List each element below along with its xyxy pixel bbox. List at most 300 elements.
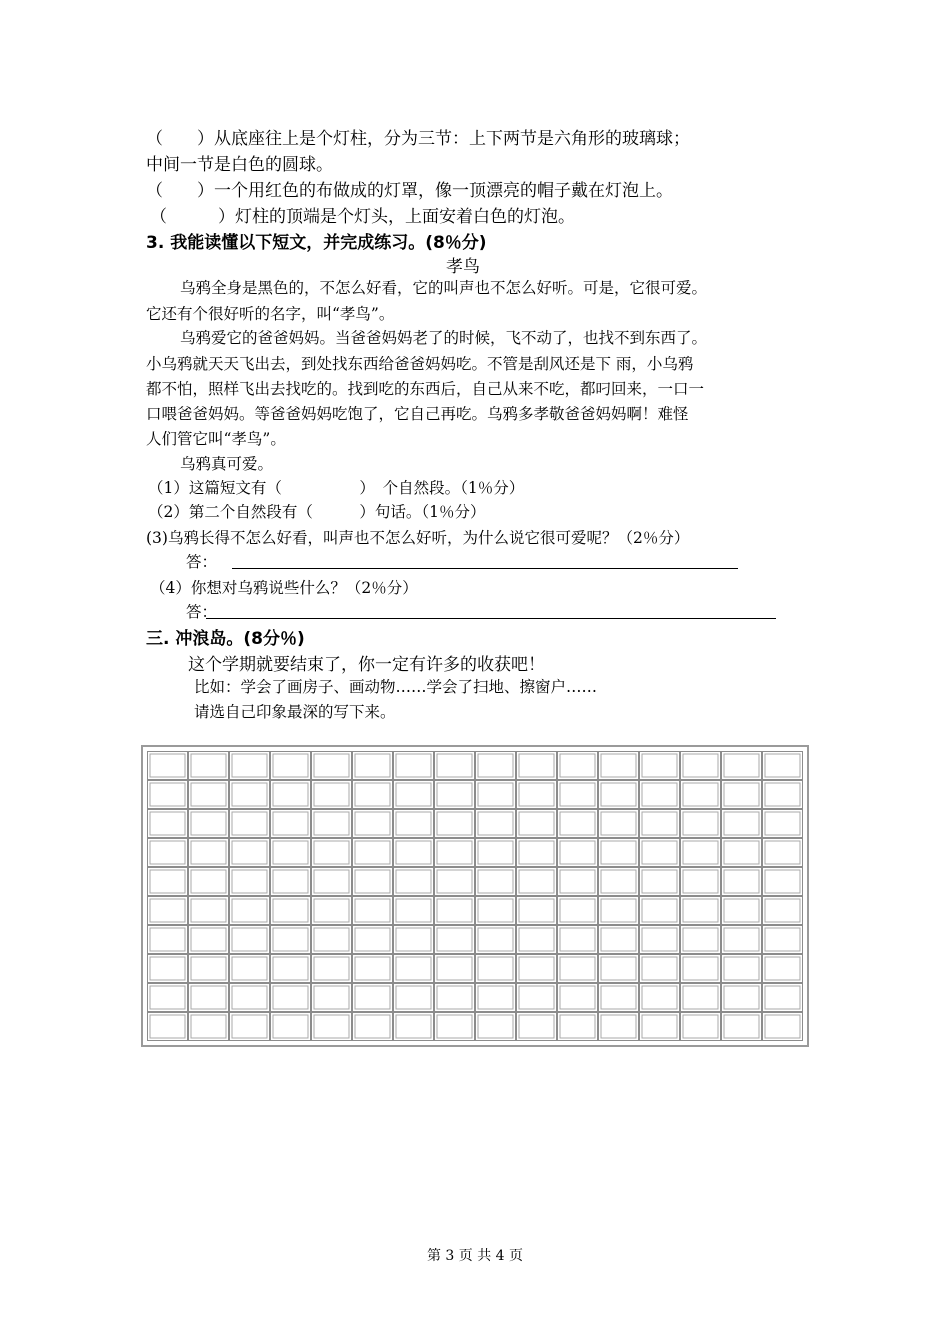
- grid-cell[interactable]: [394, 984, 434, 1012]
- grid-cell[interactable]: [189, 1013, 229, 1041]
- grid-cell-inner-border: [396, 928, 431, 951]
- grid-cell[interactable]: [148, 752, 188, 780]
- grid-cell[interactable]: [558, 984, 598, 1012]
- grid-cell-inner-border: [437, 841, 472, 864]
- grid-cell-inner-border: [642, 986, 677, 1009]
- grid-cell-inner-border: [683, 928, 718, 951]
- grid-cell[interactable]: [640, 839, 680, 867]
- grid-cell[interactable]: [763, 810, 803, 838]
- grid-cell-inner-border: [355, 1015, 390, 1038]
- grid-cell[interactable]: [599, 752, 639, 780]
- grid-cell-inner-border: [314, 1015, 349, 1038]
- grid-cell-inner-border: [724, 928, 759, 951]
- grid-cell-inner-border: [437, 957, 472, 980]
- grid-cell[interactable]: [599, 810, 639, 838]
- grid-cell[interactable]: [722, 1013, 762, 1041]
- grid-cell[interactable]: [558, 839, 598, 867]
- question-3: (3)乌鸦长得不怎么好看，叫声也不怎么好听，为什么说它很可爱呢？（2％分）: [146, 529, 690, 547]
- grid-cell-inner-border: [355, 812, 390, 835]
- grid-cell[interactable]: [640, 955, 680, 983]
- grid-cell[interactable]: [353, 897, 393, 925]
- grid-cell-inner-border: [150, 1015, 185, 1038]
- grid-cell[interactable]: [189, 926, 229, 954]
- story-paragraph-2-line-4: 口喂爸爸妈妈。等爸爸妈妈吃饱了，它自己再吃。乌鸦多孝敬爸爸妈妈啊！难怪: [146, 405, 689, 423]
- grid-cell[interactable]: [640, 810, 680, 838]
- grid-cell[interactable]: [394, 955, 434, 983]
- grid-cell-inner-border: [519, 1015, 554, 1038]
- grid-cell[interactable]: [640, 781, 680, 809]
- grid-cell-inner-border: [273, 812, 308, 835]
- grid-cell[interactable]: [435, 781, 475, 809]
- grid-cell[interactable]: [312, 752, 352, 780]
- grid-cell-inner-border: [683, 986, 718, 1009]
- grid-cell-inner-border: [232, 783, 267, 806]
- grid-cell[interactable]: [230, 781, 270, 809]
- grid-cell[interactable]: [353, 984, 393, 1012]
- grid-cell-inner-border: [191, 928, 226, 951]
- story-paragraph-1-line-1: 乌鸦全身是黑色的，不怎么好看，它的叫声也不怎么好听。可是，它很可爱。: [180, 279, 708, 297]
- grid-cell-inner-border: [396, 841, 431, 864]
- grid-cell[interactable]: [353, 926, 393, 954]
- grid-cell[interactable]: [312, 839, 352, 867]
- grid-cell[interactable]: [476, 955, 516, 983]
- grid-cell-inner-border: [519, 870, 554, 893]
- grid-cell-inner-border: [314, 899, 349, 922]
- story-paragraph-1-line-2: 它还有个很好听的名字，叫“孝鸟”。: [146, 305, 395, 323]
- grid-cell[interactable]: [722, 926, 762, 954]
- grid-cell[interactable]: [681, 781, 721, 809]
- grid-cell[interactable]: [722, 752, 762, 780]
- grid-cell[interactable]: [681, 868, 721, 896]
- grid-cell-inner-border: [314, 841, 349, 864]
- grid-cell[interactable]: [681, 897, 721, 925]
- grid-cell[interactable]: [271, 1013, 311, 1041]
- grid-cell[interactable]: [435, 926, 475, 954]
- grid-cell-inner-border: [355, 783, 390, 806]
- grid-cell[interactable]: [148, 897, 188, 925]
- grid-cell[interactable]: [640, 868, 680, 896]
- grid-cell-inner-border: [519, 928, 554, 951]
- grid-cell-inner-border: [519, 841, 554, 864]
- grid-cell-inner-border: [314, 928, 349, 951]
- grid-cell-inner-border: [232, 1015, 267, 1038]
- grid-cell[interactable]: [722, 897, 762, 925]
- grid-cell-inner-border: [601, 986, 636, 1009]
- grid-cell[interactable]: [230, 1013, 270, 1041]
- grid-cell[interactable]: [517, 868, 557, 896]
- grid-cell[interactable]: [435, 868, 475, 896]
- question-4-answer-line[interactable]: [206, 618, 776, 619]
- question-3-answer-label: 答：: [186, 553, 218, 571]
- grid-cell[interactable]: [312, 984, 352, 1012]
- grid-cell[interactable]: [230, 810, 270, 838]
- grid-cell[interactable]: [599, 897, 639, 925]
- grid-cell-inner-border: [478, 899, 513, 922]
- grid-cell[interactable]: [271, 984, 311, 1012]
- story-paragraph-2-line-3: 都不怕，照样飞出去找吃的。找到吃的东西后，自己从来不吃，都叼回来，一口一: [146, 380, 705, 398]
- writing-prompt-line-1: 这个学期就要结束了，你一定有许多的收获吧！: [188, 655, 545, 675]
- grid-cell-inner-border: [560, 1015, 595, 1038]
- grid-cell-inner-border: [642, 899, 677, 922]
- grid-cell-inner-border: [519, 783, 554, 806]
- grid-cell-inner-border: [191, 841, 226, 864]
- grid-cell-inner-border: [314, 754, 349, 777]
- grid-cell-inner-border: [519, 754, 554, 777]
- grid-cell[interactable]: [517, 897, 557, 925]
- grid-cell[interactable]: [558, 781, 598, 809]
- grid-cell-inner-border: [724, 870, 759, 893]
- grid-cell[interactable]: [558, 926, 598, 954]
- grid-cell[interactable]: [435, 839, 475, 867]
- grid-cell[interactable]: [681, 752, 721, 780]
- grid-cell-inner-border: [478, 870, 513, 893]
- grid-cell-inner-border: [560, 986, 595, 1009]
- grid-cell-inner-border: [273, 841, 308, 864]
- grid-cell[interactable]: [763, 926, 803, 954]
- grid-cell-inner-border: [396, 870, 431, 893]
- writing-grid-cells[interactable]: [143, 747, 807, 1045]
- grid-cell-inner-border: [683, 870, 718, 893]
- grid-cell-inner-border: [396, 1015, 431, 1038]
- question-1: （1）这篇短文有（ ） 个自然段。（1％分）: [148, 479, 525, 497]
- grid-cell[interactable]: [312, 897, 352, 925]
- grid-cell-inner-border: [150, 812, 185, 835]
- grid-cell-inner-border: [396, 783, 431, 806]
- grid-cell-inner-border: [765, 870, 800, 893]
- grid-cell[interactable]: [353, 955, 393, 983]
- grid-cell[interactable]: [312, 781, 352, 809]
- grid-cell[interactable]: [640, 897, 680, 925]
- grid-cell-inner-border: [478, 928, 513, 951]
- grid-cell[interactable]: [271, 839, 311, 867]
- grid-cell[interactable]: [353, 839, 393, 867]
- grid-cell-inner-border: [191, 957, 226, 980]
- grid-cell-inner-border: [683, 812, 718, 835]
- grid-cell[interactable]: [640, 1013, 680, 1041]
- grid-cell-inner-border: [560, 899, 595, 922]
- grid-cell-inner-border: [683, 754, 718, 777]
- grid-cell[interactable]: [189, 839, 229, 867]
- grid-cell-inner-border: [560, 928, 595, 951]
- grid-cell[interactable]: [476, 868, 516, 896]
- grid-cell-inner-border: [232, 986, 267, 1009]
- grid-cell[interactable]: [722, 839, 762, 867]
- grid-cell-inner-border: [478, 754, 513, 777]
- grid-cell[interactable]: [517, 839, 557, 867]
- grid-cell-inner-border: [724, 899, 759, 922]
- grid-cell[interactable]: [353, 752, 393, 780]
- story-title: 孝鸟: [446, 257, 480, 277]
- grid-cell-inner-border: [150, 986, 185, 1009]
- grid-cell[interactable]: [476, 926, 516, 954]
- grid-cell[interactable]: [517, 752, 557, 780]
- grid-cell[interactable]: [763, 897, 803, 925]
- grid-cell[interactable]: [558, 752, 598, 780]
- grid-cell[interactable]: [599, 781, 639, 809]
- grid-cell-inner-border: [765, 986, 800, 1009]
- grid-cell-inner-border: [396, 986, 431, 1009]
- grid-cell-inner-border: [355, 986, 390, 1009]
- grid-cell[interactable]: [394, 839, 434, 867]
- grid-cell-inner-border: [683, 841, 718, 864]
- grid-cell-inner-border: [519, 957, 554, 980]
- grid-cell[interactable]: [148, 926, 188, 954]
- grid-cell[interactable]: [148, 781, 188, 809]
- grid-cell[interactable]: [353, 810, 393, 838]
- grid-cell[interactable]: [681, 1013, 721, 1041]
- grid-cell-inner-border: [601, 1015, 636, 1038]
- grid-cell[interactable]: [517, 955, 557, 983]
- grid-cell-inner-border: [273, 899, 308, 922]
- grid-cell-inner-border: [232, 899, 267, 922]
- grid-cell-inner-border: [150, 928, 185, 951]
- grid-cell-inner-border: [642, 957, 677, 980]
- grid-cell[interactable]: [189, 897, 229, 925]
- grid-cell-inner-border: [273, 870, 308, 893]
- grid-cell[interactable]: [271, 810, 311, 838]
- grid-cell[interactable]: [558, 810, 598, 838]
- grid-cell[interactable]: [558, 955, 598, 983]
- grid-cell-inner-border: [601, 754, 636, 777]
- question-4-answer-label: 答：: [186, 603, 218, 621]
- grid-cell[interactable]: [640, 752, 680, 780]
- grid-cell[interactable]: [722, 955, 762, 983]
- grid-cell-inner-border: [601, 899, 636, 922]
- grid-cell[interactable]: [435, 1013, 475, 1041]
- grid-cell-inner-border: [191, 754, 226, 777]
- grid-cell[interactable]: [599, 1013, 639, 1041]
- grid-cell[interactable]: [394, 752, 434, 780]
- grid-cell[interactable]: [271, 781, 311, 809]
- grid-cell[interactable]: [722, 868, 762, 896]
- grid-cell[interactable]: [312, 810, 352, 838]
- grid-cell[interactable]: [435, 752, 475, 780]
- grid-cell[interactable]: [230, 752, 270, 780]
- writing-grid[interactable]: [141, 745, 809, 1047]
- grid-cell-inner-border: [478, 986, 513, 1009]
- grid-cell-inner-border: [724, 783, 759, 806]
- grid-cell[interactable]: [517, 984, 557, 1012]
- grid-cell-inner-border: [519, 812, 554, 835]
- grid-cell[interactable]: [722, 810, 762, 838]
- grid-cell-inner-border: [232, 812, 267, 835]
- grid-cell-inner-border: [355, 870, 390, 893]
- grid-cell[interactable]: [394, 868, 434, 896]
- grid-cell[interactable]: [599, 955, 639, 983]
- grid-cell[interactable]: [230, 926, 270, 954]
- grid-cell[interactable]: [271, 955, 311, 983]
- grid-cell-inner-border: [191, 899, 226, 922]
- grid-cell[interactable]: [558, 897, 598, 925]
- grid-cell-inner-border: [560, 812, 595, 835]
- grid-cell-inner-border: [478, 841, 513, 864]
- grid-cell-inner-border: [601, 812, 636, 835]
- grid-cell-inner-border: [150, 957, 185, 980]
- grid-cell-inner-border: [150, 899, 185, 922]
- grid-cell-inner-border: [150, 783, 185, 806]
- grid-cell-inner-border: [437, 1015, 472, 1038]
- grid-cell[interactable]: [435, 984, 475, 1012]
- grid-cell[interactable]: [681, 984, 721, 1012]
- grid-cell[interactable]: [230, 839, 270, 867]
- grid-cell[interactable]: [681, 955, 721, 983]
- grid-cell-inner-border: [683, 957, 718, 980]
- grid-cell-inner-border: [478, 783, 513, 806]
- grid-cell-inner-border: [191, 986, 226, 1009]
- grid-cell-inner-border: [601, 841, 636, 864]
- grid-cell[interactable]: [230, 955, 270, 983]
- grid-cell-inner-border: [437, 899, 472, 922]
- grid-cell[interactable]: [394, 926, 434, 954]
- grid-cell[interactable]: [312, 1013, 352, 1041]
- grid-cell[interactable]: [271, 752, 311, 780]
- question-4: （4）你想对乌鸦说些什么？（2％分）: [150, 579, 418, 597]
- grid-cell[interactable]: [681, 810, 721, 838]
- grid-cell-inner-border: [191, 783, 226, 806]
- grid-cell[interactable]: [148, 839, 188, 867]
- grid-cell[interactable]: [394, 1013, 434, 1041]
- grid-cell-inner-border: [150, 841, 185, 864]
- grid-cell-inner-border: [314, 986, 349, 1009]
- grid-cell[interactable]: [394, 781, 434, 809]
- grid-cell[interactable]: [312, 868, 352, 896]
- grid-cell[interactable]: [763, 1013, 803, 1041]
- grid-cell-inner-border: [396, 754, 431, 777]
- grid-cell-inner-border: [273, 754, 308, 777]
- grid-cell[interactable]: [148, 955, 188, 983]
- grid-cell-inner-border: [355, 957, 390, 980]
- grid-cell-inner-border: [396, 957, 431, 980]
- grid-cell[interactable]: [271, 868, 311, 896]
- grid-cell[interactable]: [763, 984, 803, 1012]
- grid-cell[interactable]: [763, 781, 803, 809]
- grid-cell-inner-border: [232, 928, 267, 951]
- grid-cell[interactable]: [230, 897, 270, 925]
- grid-cell-inner-border: [396, 812, 431, 835]
- grid-cell[interactable]: [599, 926, 639, 954]
- grid-cell[interactable]: [189, 810, 229, 838]
- grid-cell[interactable]: [599, 984, 639, 1012]
- grid-cell[interactable]: [599, 839, 639, 867]
- grid-cell-inner-border: [560, 754, 595, 777]
- grid-cell-inner-border: [314, 870, 349, 893]
- grid-cell[interactable]: [476, 984, 516, 1012]
- grid-cell[interactable]: [435, 897, 475, 925]
- grid-cell[interactable]: [271, 926, 311, 954]
- grid-cell[interactable]: [271, 897, 311, 925]
- grid-cell[interactable]: [189, 868, 229, 896]
- grid-cell[interactable]: [189, 955, 229, 983]
- writing-prompt-line-3: 请选自己印象最深的写下来。: [194, 703, 396, 721]
- grid-cell-inner-border: [724, 754, 759, 777]
- grid-cell-inner-border: [642, 783, 677, 806]
- grid-cell-inner-border: [150, 754, 185, 777]
- grid-cell-inner-border: [601, 783, 636, 806]
- grid-cell-inner-border: [437, 754, 472, 777]
- ordering-item-3: （ ）灯柱的顶端是个灯头，上面安着白色的灯泡。: [150, 207, 575, 227]
- grid-cell[interactable]: [476, 752, 516, 780]
- grid-cell[interactable]: [476, 810, 516, 838]
- grid-cell[interactable]: [189, 781, 229, 809]
- grid-cell[interactable]: [558, 1013, 598, 1041]
- story-paragraph-2-line-1: 乌鸦爱它的爸爸妈妈。当爸爸妈妈老了的时候，飞不动了，也找不到东西了。: [180, 329, 708, 347]
- grid-cell[interactable]: [230, 868, 270, 896]
- grid-cell[interactable]: [435, 955, 475, 983]
- grid-cell-inner-border: [765, 812, 800, 835]
- grid-cell[interactable]: [763, 839, 803, 867]
- grid-cell[interactable]: [722, 984, 762, 1012]
- story-paragraph-3: 乌鸦真可爱。: [180, 455, 274, 473]
- grid-cell[interactable]: [148, 1013, 188, 1041]
- grid-cell[interactable]: [353, 781, 393, 809]
- grid-cell-inner-border: [765, 957, 800, 980]
- grid-cell[interactable]: [189, 984, 229, 1012]
- question-3-answer-line[interactable]: [232, 568, 738, 569]
- grid-cell-inner-border: [724, 1015, 759, 1038]
- grid-cell[interactable]: [476, 781, 516, 809]
- grid-cell[interactable]: [476, 1013, 516, 1041]
- grid-cell[interactable]: [640, 926, 680, 954]
- grid-cell[interactable]: [763, 955, 803, 983]
- grid-cell[interactable]: [558, 868, 598, 896]
- grid-cell[interactable]: [640, 984, 680, 1012]
- grid-cell[interactable]: [517, 926, 557, 954]
- grid-cell-inner-border: [519, 899, 554, 922]
- grid-cell-inner-border: [519, 986, 554, 1009]
- grid-cell[interactable]: [435, 810, 475, 838]
- ordering-item-1: （ ）从底座往上是个灯柱，分为三节：上下两节是六角形的玻璃球；: [146, 129, 690, 149]
- grid-cell-inner-border: [560, 870, 595, 893]
- section4-heading: 三. 冲浪岛。(8分％): [146, 629, 305, 649]
- grid-cell[interactable]: [763, 868, 803, 896]
- grid-cell[interactable]: [476, 897, 516, 925]
- story-paragraph-2-line-2: 小乌鸦就天天飞出去，到处找东西给爸爸妈妈吃。不管是刮风还是下 雨，小乌鸦: [146, 355, 694, 373]
- grid-cell[interactable]: [148, 810, 188, 838]
- grid-cell[interactable]: [681, 839, 721, 867]
- grid-cell-inner-border: [601, 928, 636, 951]
- grid-cell[interactable]: [763, 752, 803, 780]
- grid-cell[interactable]: [599, 868, 639, 896]
- grid-cell-inner-border: [683, 899, 718, 922]
- writing-prompt-line-2: 比如：学会了画房子、画动物……学会了扫地、擦窗户……: [194, 678, 598, 696]
- grid-cell-inner-border: [724, 841, 759, 864]
- grid-cell[interactable]: [312, 955, 352, 983]
- grid-cell[interactable]: [394, 897, 434, 925]
- grid-cell[interactable]: [148, 984, 188, 1012]
- grid-cell[interactable]: [312, 926, 352, 954]
- grid-cell[interactable]: [189, 752, 229, 780]
- grid-cell-inner-border: [273, 783, 308, 806]
- grid-cell[interactable]: [394, 810, 434, 838]
- grid-cell-inner-border: [355, 754, 390, 777]
- grid-cell[interactable]: [148, 868, 188, 896]
- grid-cell[interactable]: [353, 1013, 393, 1041]
- grid-cell-inner-border: [273, 986, 308, 1009]
- grid-cell[interactable]: [517, 781, 557, 809]
- grid-cell[interactable]: [230, 984, 270, 1012]
- grid-cell[interactable]: [681, 926, 721, 954]
- grid-cell[interactable]: [722, 781, 762, 809]
- grid-cell-inner-border: [765, 899, 800, 922]
- grid-cell-inner-border: [765, 1015, 800, 1038]
- grid-cell[interactable]: [353, 868, 393, 896]
- grid-cell-inner-border: [642, 870, 677, 893]
- grid-cell-inner-border: [273, 1015, 308, 1038]
- grid-cell[interactable]: [517, 810, 557, 838]
- grid-cell-inner-border: [765, 928, 800, 951]
- grid-cell[interactable]: [476, 839, 516, 867]
- grid-cell[interactable]: [517, 1013, 557, 1041]
